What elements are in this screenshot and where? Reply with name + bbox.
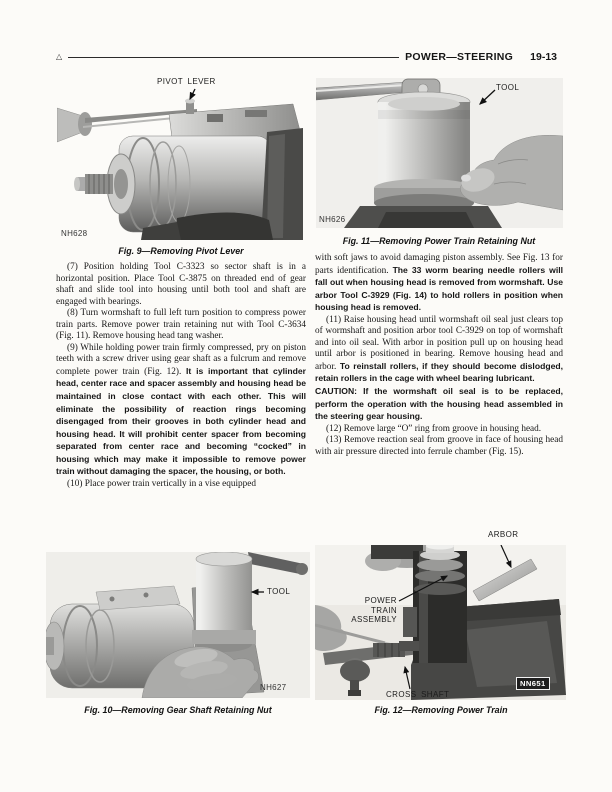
paragraph-9-text: (9) While holding power train firmly compressed, pry on piston teeth with a screw driver using gear shaft as a fulcrum and remove complete power train (Fig. 12).: [56, 342, 306, 377]
paragraph-8: [56, 308, 306, 343]
figure-11-photo-id: NH626: [319, 215, 346, 224]
paragraph-9-bold-text: It is important that cylinder head, center race and spacer assembly and housing head be maintained in close contact with each other. This will eliminate the possibility of reaction rings becoming disengaged from their grooves in both cylinder head and housing head. It will prohibit center spacer from becoming separated from center race and becoming “cocked” in housing which may make it impossible to remove power train without damaging the spacer, the housing, or both.: [56, 365, 306, 477]
paragraph-10-cont-bold-text: The 33 worm bearing needle rollers will fall out when housing head is removed from wormshaft. Use arbor Tool C-3929 (Fig. 14) to hold rollers in position when housing head is removed.: [315, 264, 563, 313]
page-number: 19-13: [530, 51, 557, 63]
figure-11-caption: Fig. 11—Removing Power Train Retaining Nut: [342, 236, 536, 246]
figure-10-caption: Fig. 10—Removing Gear Shaft Retaining Nut: [84, 705, 272, 715]
paragraph-7: [56, 262, 306, 308]
figure-9-caption: Fig. 9—Removing Pivot Lever: [118, 246, 244, 256]
page-header: [56, 51, 557, 63]
paragraph-12-text: (12) Remove large “O” ring from groove in housing head.: [326, 423, 542, 434]
paragraph-12: [315, 424, 563, 436]
header-rule: [68, 57, 399, 58]
power-train-assembly-callout: POWER TRAIN ASSEMBLY: [351, 596, 397, 624]
paragraph-10-continued: [315, 253, 563, 315]
paragraph-11-bold-text: To reinstall rollers, if they should become dislodged, retain rollers in the cage with wheel bearing lubricant.: [315, 360, 563, 384]
paragraph-10-cont-text: with soft jaws to avoid damaging piston assembly. See Fig. 13 for parts identification.: [315, 253, 563, 276]
left-column: [56, 262, 306, 490]
paragraph-10: [56, 479, 306, 491]
paragraph-8-text: (8) Turn wormshaft to full left turn position to compress power train parts. Remove power train retaining nut with Tool C-3634 (Fig. 11). Remove housing head tang washer.: [56, 308, 306, 342]
caution-text: CAUTION: If the wormshaft oil seal is to be replaced, perform the operation with the housing head assembled in the steering gear housing.: [315, 386, 563, 422]
figure-10-photo: [46, 552, 310, 698]
arbor-callout: ARBOR: [488, 530, 519, 539]
triangle-marker-icon: △: [56, 52, 63, 61]
cross-shaft-callout: CROSS SHAFT: [386, 690, 450, 699]
tool-callout-fig11: TOOL: [496, 83, 520, 92]
paragraph-9: [56, 343, 306, 479]
paragraph-13-text: (13) Remove reaction seal from groove in face of housing head with air pressure directed into ferrule chamber (Fig. 15).: [315, 435, 563, 457]
figure-12-caption: Fig. 12—Removing Power Train: [374, 705, 508, 715]
caution-note: [315, 386, 563, 424]
paragraph-7-text: (7) Position holding Tool C-3323 so sector shaft is in a horizontal position. Place Tool C-3875 on threaded end of gear shaft and slide tool into housing until both tool and shaft are engaged with bearings.: [56, 262, 306, 307]
paragraph-11: [315, 315, 563, 386]
tool-callout-fig10: TOOL: [267, 587, 291, 596]
paragraph-11-text: (11) Raise housing head until wormshaft oil seal just clears top of wormshaft and position arbor tool C-3929 on top of wormshaft and into oil seal. With arbor in position pull up on housing head until arbor is positioned in bearing. Remove housing head and arbor.: [315, 314, 563, 372]
paragraph-13: [315, 435, 563, 458]
figure-12-photo-id: NN651: [516, 677, 550, 690]
section-title: POWER—STEERING: [405, 51, 514, 63]
pivot-lever-callout: PIVOT LEVER: [157, 77, 216, 86]
figure-9-photo: [57, 88, 303, 240]
paragraph-10-text: (10) Place power train vertically in a vise equipped: [67, 478, 257, 489]
figure-9-photo-id: NH628: [61, 229, 88, 238]
right-column: [315, 253, 563, 458]
figure-10-photo-id: NH627: [260, 683, 287, 692]
figure-11-photo: [316, 78, 563, 228]
